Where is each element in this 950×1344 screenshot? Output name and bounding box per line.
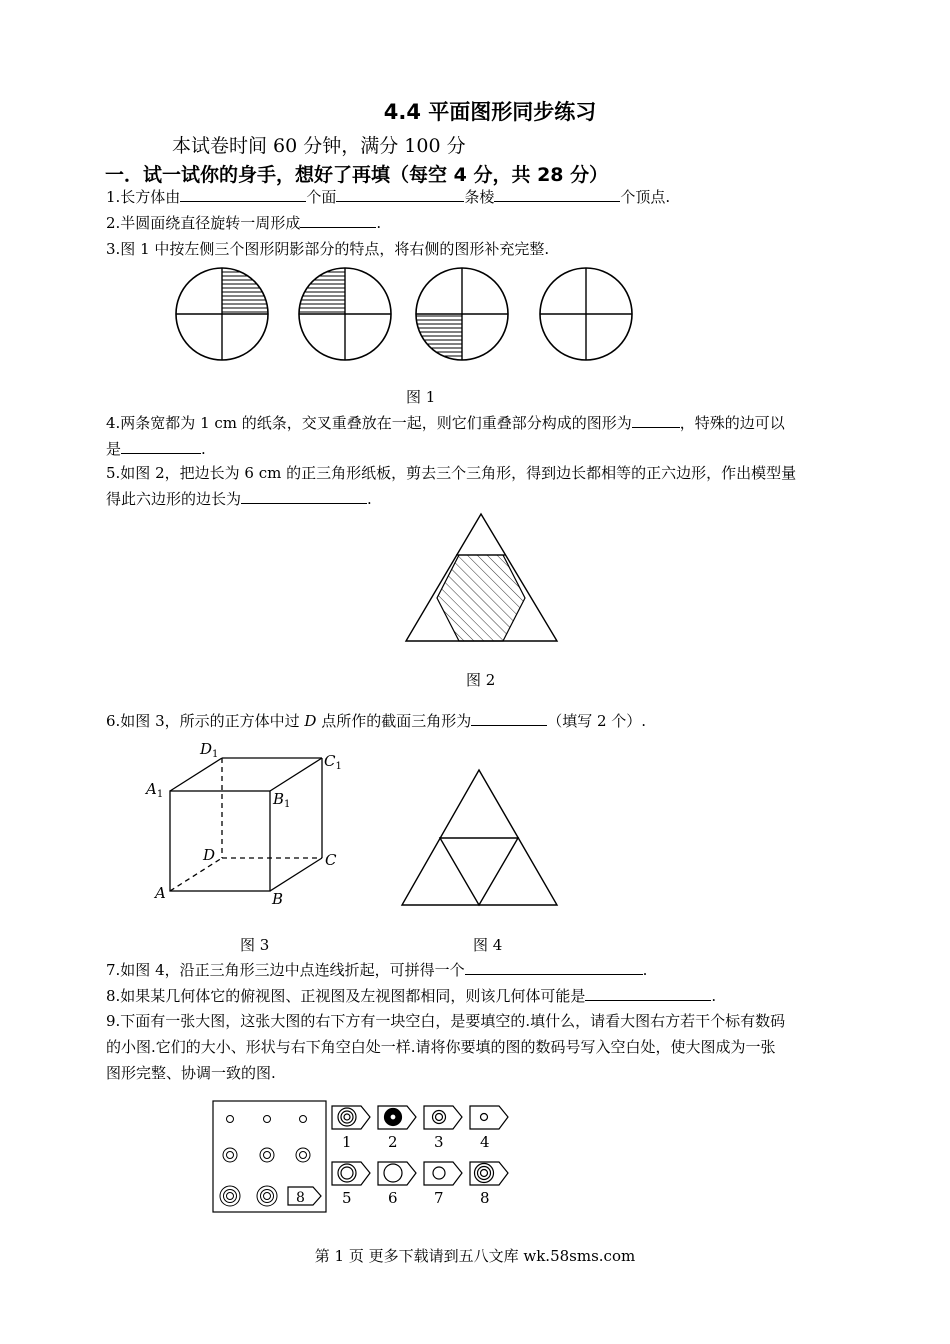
figure-2 — [404, 512, 560, 644]
option-label: 2 — [388, 1133, 398, 1151]
puzzle-grid — [212, 1100, 328, 1214]
answer-blank[interactable] — [241, 488, 367, 504]
figure-3-cube — [140, 736, 355, 911]
figure-3-caption: 图 3 — [240, 936, 270, 954]
label-C: C — [325, 851, 337, 869]
answer-blank[interactable] — [180, 186, 306, 202]
hexagon — [437, 555, 525, 641]
figure-1 — [170, 262, 640, 372]
option-7[interactable] — [424, 1162, 462, 1185]
label-B1: $B_1$ — [273, 790, 291, 810]
label-D: D — [203, 846, 216, 864]
label-C1: $C_1$ — [324, 752, 342, 772]
puzzle-options — [328, 1100, 518, 1212]
question-8: 8.如果某几何体它的俯视图、正视图及左视图都相同，则该几何体可能是 . — [106, 987, 717, 1005]
label-A1: $A_1$ — [146, 780, 164, 800]
blank-cell-label: 8 — [296, 1190, 305, 1206]
question-2: 2.半圆面绕直径旋转一周形成 . — [106, 214, 382, 232]
figure-4-caption: 图 4 — [473, 936, 503, 954]
answer-blank[interactable] — [494, 186, 620, 202]
circle-1 — [176, 268, 268, 360]
answer-blank[interactable] — [465, 959, 643, 975]
section-heading: 一．试一试你的身手，想好了再填（每空 4 分，共 28 分） — [105, 164, 609, 186]
exam-info: 本试卷时间 60 分钟，满分 100 分 — [172, 135, 466, 157]
answer-blank[interactable] — [471, 710, 547, 726]
option-label: 1 — [342, 1133, 352, 1151]
option-4[interactable] — [470, 1106, 508, 1129]
circle-4-answer[interactable] — [540, 268, 632, 360]
circle-2 — [299, 268, 391, 360]
option-label: 6 — [388, 1189, 398, 1207]
label-B: B — [272, 890, 284, 908]
question-7: 7.如图 4，沿正三角形三边中点连线折起，可拼得一个 . — [106, 961, 648, 979]
option-label: 7 — [434, 1189, 444, 1207]
page-footer: 第 1 页 更多下载请到五八文库 wk.58sms.com — [314, 1247, 636, 1265]
question-3: 3.图 1 中按左侧三个图形阴影部分的特点，将右侧的图形补充完整. — [106, 240, 550, 258]
answer-blank[interactable] — [121, 438, 201, 454]
answer-blank[interactable] — [336, 186, 464, 202]
label-A: A — [155, 884, 166, 902]
label-D1: $D_1$ — [200, 740, 219, 760]
answer-blank[interactable] — [632, 412, 680, 428]
question-1: 1.长方体由 个面 条棱 个顶点. — [106, 188, 671, 206]
option-label: 3 — [434, 1133, 444, 1151]
option-label: 8 — [480, 1189, 490, 1207]
question-4: 4.两条宽都为 1 cm 的纸条，交叉重叠放在一起，则它们重叠部分构成的图形为 ，特殊的边可以 是 . — [106, 414, 785, 458]
question-5: 5.如图 2，把边长为 6 cm 的正三角形纸板，剪去三个三角形，得到边长都相等的正六边形，作出模型量 得此六边形的边长为 . — [106, 464, 797, 508]
figure-4 — [400, 768, 560, 908]
answer-blank[interactable] — [300, 212, 376, 228]
option-label: 5 — [342, 1189, 352, 1207]
figure-2-caption: 图 2 — [466, 671, 496, 689]
question-6: 6.如图 3，所示的正方体中过 D 点所作的截面三角形为 （填写 2 个）. — [106, 712, 647, 730]
figure-1-caption: 图 1 — [406, 388, 436, 406]
question-9: 9.下面有一张大图，这张大图的右下方有一块空白，是要填空的.填什么，请看大图右方若干个标有数码 的小图.它们的大小、形状与右下角空白处一样.请将你要填的图的数码号写入空白处，使大图成为一张 图形完整、协调一致的图. — [106, 1012, 786, 1082]
option-label: 4 — [480, 1133, 490, 1151]
answer-blank[interactable] — [585, 985, 711, 1001]
page-title: 4.4 平面图形同步练习 — [383, 100, 597, 124]
circle-3 — [416, 268, 508, 360]
